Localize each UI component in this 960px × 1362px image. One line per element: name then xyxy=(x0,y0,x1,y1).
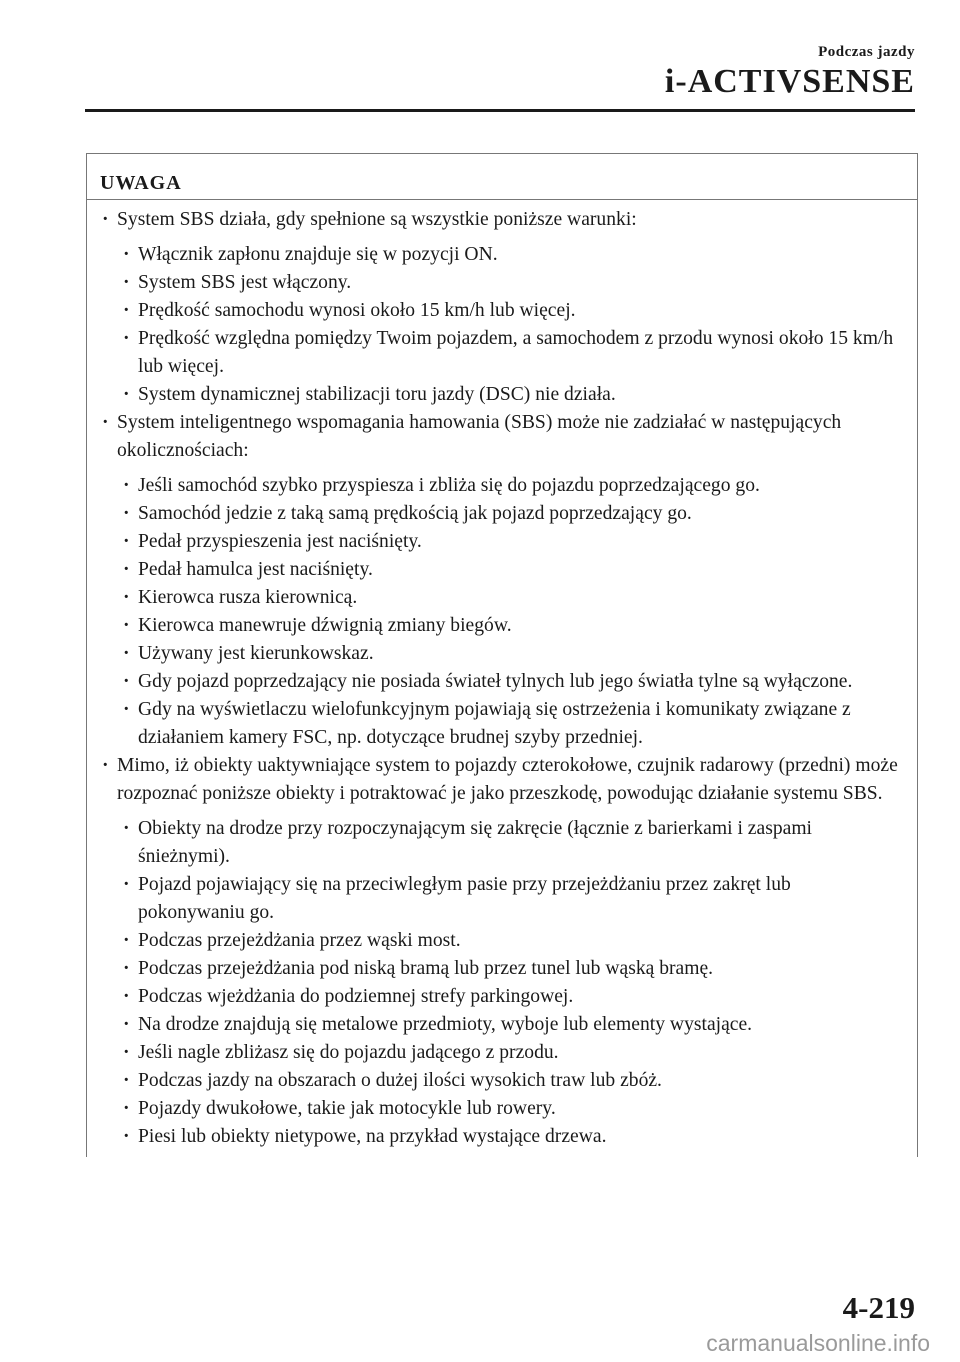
bullet-icon: · xyxy=(102,755,109,776)
note-item-group xyxy=(87,752,917,1151)
sub-item: · Podczas jazdy na obszarach o dużej ilości wysokich traw lub zbóż. xyxy=(87,1067,917,1095)
note-title: UWAGA xyxy=(87,154,917,200)
note-body xyxy=(87,200,917,1151)
bullet-icon: · xyxy=(123,328,130,349)
sub-item: · Gdy na wyświetlaczu wielofunkcyjnym pojawiają się ostrzeżenia i komunikaty związane z działaniem kamery FSC, np. dotyczące brudnej szyby przedniej. xyxy=(87,696,917,752)
sub-item: · System dynamicznej stabilizacji toru jazdy (DSC) nie działa. xyxy=(87,381,917,409)
bullet-icon: · xyxy=(123,272,130,293)
note-item: · System inteligentnego wspomagania hamowania (SBS) może nie zadziałać w następujących okolicznościach: xyxy=(87,409,917,465)
bullet-icon: · xyxy=(123,1014,130,1035)
sub-item: · Gdy pojazd poprzedzający nie posiada świateł tylnych lub jego światła tylne są wyłączone. xyxy=(87,668,917,696)
bullet-icon: · xyxy=(123,643,130,664)
bullet-icon: · xyxy=(102,209,109,230)
note-box xyxy=(86,153,918,1157)
sub-item: · Pedał przyspieszenia jest naciśnięty. xyxy=(87,528,917,556)
bullet-icon: · xyxy=(123,958,130,979)
bullet-icon: · xyxy=(123,1126,130,1147)
bullet-icon: · xyxy=(123,244,130,265)
chapter-title: i-ACTIVSENSE xyxy=(664,63,915,100)
bullet-icon: · xyxy=(123,475,130,496)
sub-item: · Kierowca manewruje dźwignią zmiany biegów. xyxy=(87,612,917,640)
bullet-icon: · xyxy=(102,412,109,433)
note-item-group xyxy=(87,409,917,752)
sub-item: · Prędkość samochodu wynosi około 15 km/h lub więcej. xyxy=(87,297,917,325)
sub-list xyxy=(87,234,917,409)
bullet-icon: · xyxy=(123,384,130,405)
sub-item: · Jeśli nagle zbliżasz się do pojazdu jadącego z przodu. xyxy=(87,1039,917,1067)
sub-item: · Włącznik zapłonu znajduje się w pozycji ON. xyxy=(87,241,917,269)
bullet-icon: · xyxy=(123,1098,130,1119)
note-item: · System SBS działa, gdy spełnione są wszystkie poniższe warunki: xyxy=(87,206,917,234)
sub-list xyxy=(87,808,917,1151)
sub-item: · System SBS jest włączony. xyxy=(87,269,917,297)
sub-item: · Samochód jedzie z taką samą prędkością jak pojazd poprzedzający go. xyxy=(87,500,917,528)
note-item-group xyxy=(87,206,917,409)
sub-list xyxy=(87,465,917,752)
bullet-icon: · xyxy=(123,1070,130,1091)
sub-item: · Podczas przejeżdżania przez wąski most. xyxy=(87,927,917,955)
note-item: · Mimo, iż obiekty uaktywniające system to pojazdy czterokołowe, czujnik radarowy (przedni) może rozpoznać poniższe obiekty i potraktować je jako przeszkodę, powodując działanie systemu SBS. xyxy=(87,752,917,808)
header-rule xyxy=(85,109,915,112)
bullet-icon: · xyxy=(123,671,130,692)
sub-item: · Prędkość względna pomiędzy Twoim pojazdem, a samochodem z przodu wynosi około 15 km/h lub więcej. xyxy=(87,325,917,381)
sub-item: · Kierowca rusza kierownicą. xyxy=(87,584,917,612)
watermark: carmanualsonline.info xyxy=(706,1330,930,1356)
bullet-icon: · xyxy=(123,930,130,951)
sub-item: · Na drodze znajdują się metalowe przedmioty, wyboje lub elementy wystające. xyxy=(87,1011,917,1039)
section-header: Podczas jazdy xyxy=(818,44,915,60)
page-number: 4-219 xyxy=(842,1290,915,1325)
sub-item: · Obiekty na drodze przy rozpoczynającym się zakręcie (łącznie z barierkami i zaspami śnieżnymi). xyxy=(87,815,917,871)
bullet-icon: · xyxy=(123,503,130,524)
bullet-icon: · xyxy=(123,531,130,552)
sub-item: · Podczas przejeżdżania pod niską bramą lub przez tunel lub wąską bramę. xyxy=(87,955,917,983)
bullet-icon: · xyxy=(123,559,130,580)
bullet-icon: · xyxy=(123,986,130,1007)
bullet-icon: · xyxy=(123,874,130,895)
sub-item: · Podczas wjeżdżania do podziemnej strefy parkingowej. xyxy=(87,983,917,1011)
bullet-icon: · xyxy=(123,587,130,608)
sub-item: · Piesi lub obiekty nietypowe, na przykład wystające drzewa. xyxy=(87,1123,917,1151)
bullet-icon: · xyxy=(123,818,130,839)
bullet-icon: · xyxy=(123,1042,130,1063)
bullet-icon: · xyxy=(123,300,130,321)
sub-item: · Pedał hamulca jest naciśnięty. xyxy=(87,556,917,584)
sub-item: · Używany jest kierunkowskaz. xyxy=(87,640,917,668)
bullet-icon: · xyxy=(123,615,130,636)
sub-item: · Pojazd pojawiający się na przeciwległym pasie przy przejeżdżaniu przez zakręt lub pokonywaniu go. xyxy=(87,871,917,927)
sub-item: · Jeśli samochód szybko przyspiesza i zbliża się do pojazdu poprzedzającego go. xyxy=(87,472,917,500)
bullet-icon: · xyxy=(123,699,130,720)
sub-item: · Pojazdy dwukołowe, takie jak motocykle lub rowery. xyxy=(87,1095,917,1123)
